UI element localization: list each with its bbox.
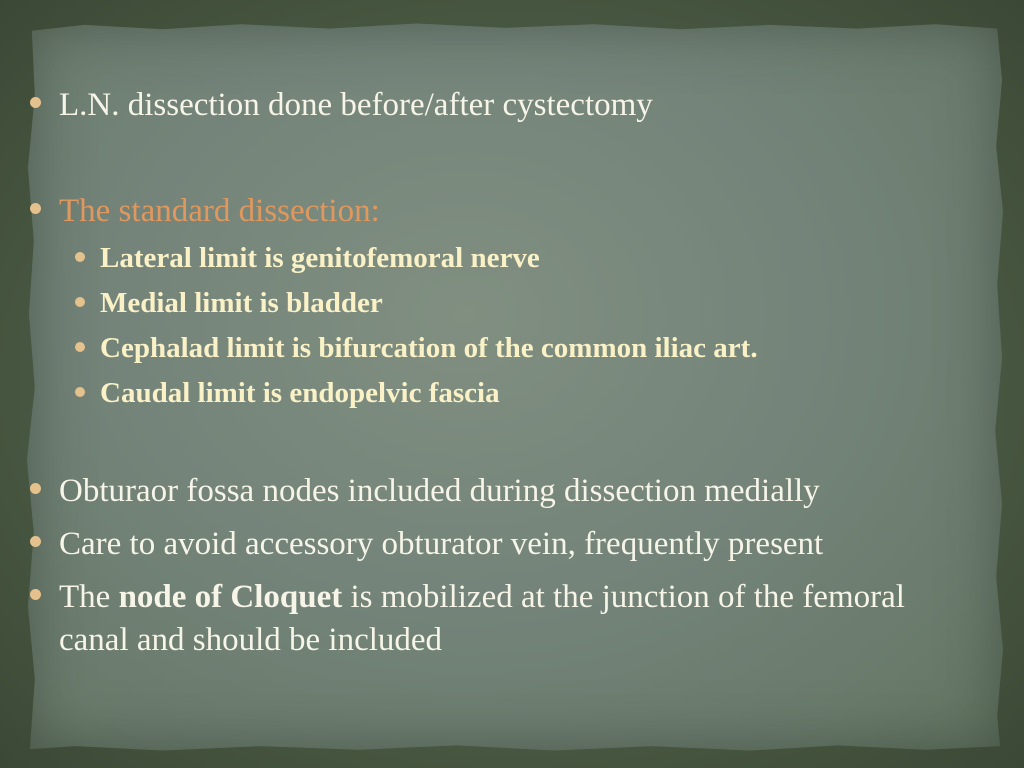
bullet-text [59,576,960,662]
text-prefix: The [59,579,119,615]
sub-bullet-item [75,330,1024,366]
bullet-item [30,470,990,513]
sub-bullet-item [75,375,1024,411]
bullet-dot-icon [30,536,41,547]
bullet-dot-icon [30,483,41,494]
sub-bullet-text: Caudal limit is endopelvic fascia [100,377,500,409]
sub-bullet-text: Lateral limit is genitofemoral nerve [100,242,540,274]
bullet-text: Care to avoid accessory obturator vein, frequently present [59,526,824,562]
bullet-item [30,576,960,662]
bullet-text: Obturaor fossa nodes included during dissection medially [59,473,820,509]
bullet-text: L.N. dissection done before/after cystectomy [59,87,653,123]
bullet-item [30,190,990,233]
section-heading: The standard dissection: [59,193,380,229]
text-suffix: is mobilized at the junction of the femoral canal and should be included [59,579,905,658]
bullet-dot-icon [30,203,41,214]
bullet-item [30,84,990,127]
bullet-dot-icon [75,252,85,262]
bullet-dot-icon [75,387,85,397]
sub-bullet-text: Cephalad limit is bifurcation of the common iliac art. [100,332,758,364]
emphasis-term: node of Cloquet [118,579,343,615]
bullet-item [30,523,990,566]
bullet-dot-icon [75,297,85,307]
bullet-dot-icon [30,97,41,108]
bullet-dot-icon [30,589,41,600]
sub-bullet-item [75,285,1024,321]
sub-bullet-item [75,240,1024,276]
bullet-dot-icon [75,342,85,352]
sub-bullet-text: Medial limit is bladder [100,287,383,319]
